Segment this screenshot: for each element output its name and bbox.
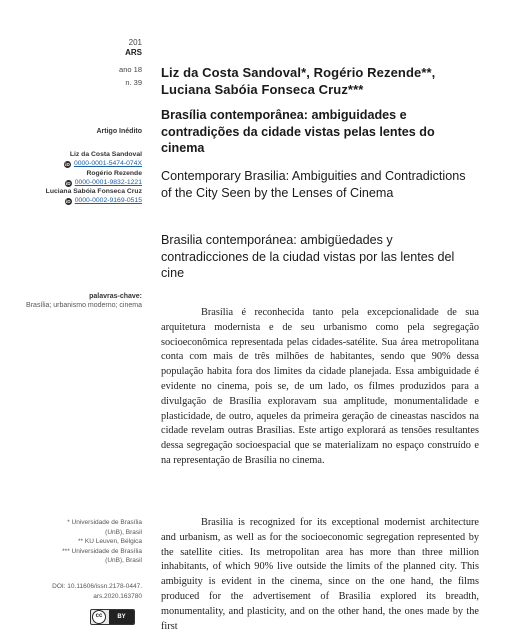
affiliation-line: * Universidade de Brasília [67, 519, 142, 526]
orcid-icon: iD [65, 180, 71, 186]
doi[interactable] [2, 582, 142, 601]
keywords [22, 292, 142, 311]
title-spanish: Brasilia contemporánea: ambigüedades y contradicciones de la ciudad vistas por las lentes del cine [161, 233, 455, 280]
affiliation-line: ** KU Leuven, Bélgica [78, 538, 142, 546]
title-english: Contemporary Brasilia: Ambiguities and Contradictions of the City Seen by the Lenses of Cinema [161, 169, 466, 200]
affiliation-line: *** Universidade de Brasília [62, 547, 142, 555]
cc-icon: cc [92, 610, 106, 624]
keywords-title: palavras-chave: [89, 293, 142, 300]
orcid-link[interactable]: iD 0000-0001-9832-1221 [65, 178, 142, 186]
journal-name: ARS [125, 48, 142, 57]
title-portuguese: Brasília contemporânea: ambiguidades e contradições da cidade vistas pelas lentes do cinema [161, 108, 435, 155]
author-name: Rogério Rezende [86, 169, 142, 177]
author-name: Liz da Costa Sandoval [69, 151, 142, 158]
page-number: 201 [128, 38, 142, 47]
affiliation-line: (UnB), Brasil [105, 557, 142, 565]
orcid-icon: iD [65, 199, 71, 204]
author-list [0, 150, 142, 206]
keywords-list: Brasília; urbanismo moderno; cinema [26, 302, 142, 309]
by-icon: BY [109, 610, 134, 624]
affiliation-line: (UnB), Brasil [105, 528, 142, 536]
doi-line: ars.2020.163780 [93, 592, 142, 600]
orcid-icon: iD [65, 162, 70, 167]
affiliations [2, 518, 142, 566]
orcid-link[interactable]: iD 0000-0002-9169-0515 [65, 197, 142, 204]
abstract-portuguese: Brasília é reconhecida tanto pela excepcionalidade de sua arquitetura modernista e de seu urbanismo como pela segregação socioeconômica representada pelas cidades-satélite. Sua área metropolitana conta com mais de três milhões de habitantes, sendo que 90% dessa população habita fora dos limites da cidade planejada. Essa ambiguidade é evidente no cinema, pois se, de um lado, os filmes produzidos para a divulgação de Brasília exploravam sua amplitude, monumentalidade e plasticidade, de outro, aqueles da primeira geração de cineastas nascidos na cidade revelam outras Brasílias. Este artigo explorará as tensões resultantes dessa segregação socioespacial que se materializam no espaço construído e na representação de Brasília no cinema. [161, 307, 479, 466]
cc-license-badge[interactable] [90, 609, 135, 625]
issue-info [22, 38, 142, 88]
issue-year: ano 18 [119, 65, 142, 74]
article-authors: Liz da Costa Sandoval*, Rogério Rezende**, Luciana Sabóia Fonseca Cruz*** [161, 65, 436, 97]
doi-line: DOI: 10.11606/issn.2178-0447. [52, 583, 142, 590]
author-name: Luciana Sabóia Fonseca Cruz [45, 188, 142, 195]
abstract-english: Brasilia is recognized for its exceptional modernist architecture and urbanism, as well as for the socioeconomic segregation represented by the satellite cities. Its metropolitan area has more than three million inhabitants, of which 90% live outside the limits of the planned city. This ambiguity is evident in the cinema, since on the one hand, the films produced for the advertisement of Brasilia explored its breadth, monumentality, and plasticity, and on the other hand, the ones made by the first [161, 517, 479, 632]
orcid-link[interactable]: iD 0000-0001-5474-074X [65, 160, 142, 167]
article-type: Artigo Inédito [96, 128, 142, 135]
issue-number: n. 39 [125, 78, 142, 87]
